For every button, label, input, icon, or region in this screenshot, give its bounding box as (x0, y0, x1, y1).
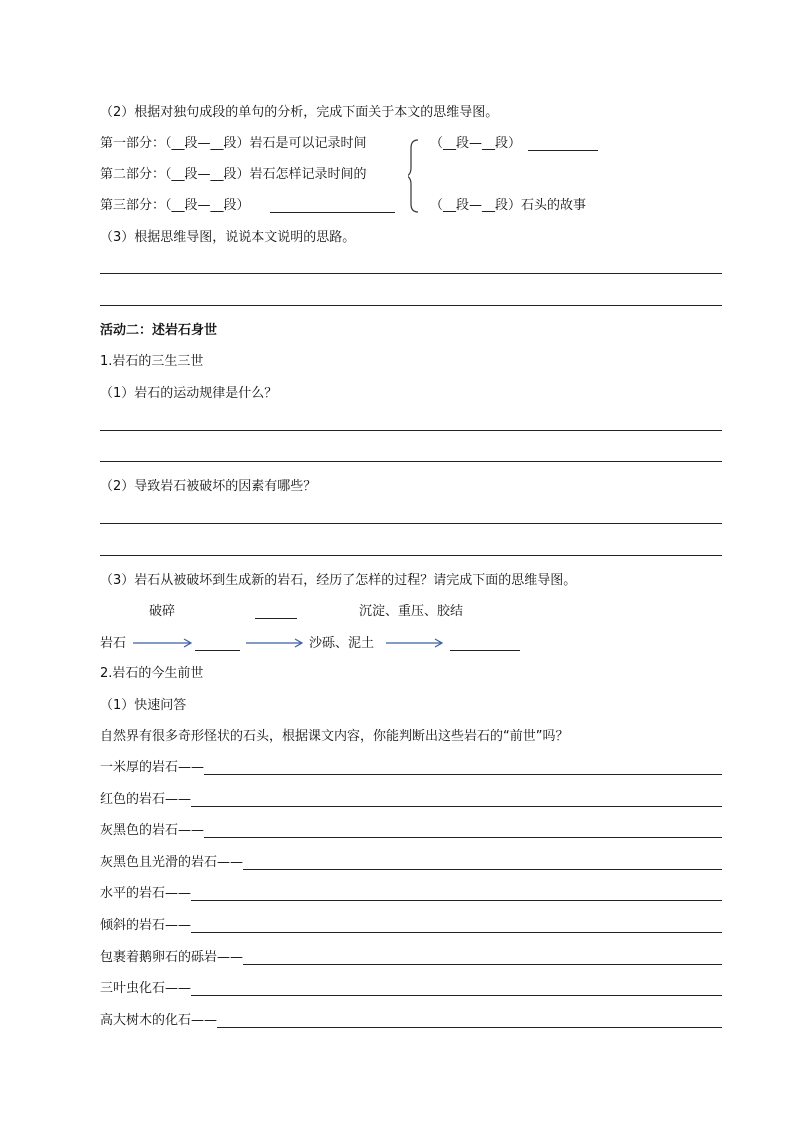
rock-item-label: 灰黑色且光滑的岩石—— (100, 855, 244, 870)
rock-item-answer-line[interactable] (243, 964, 722, 965)
rock-item-label: 红色的岩石—— (100, 792, 192, 807)
flow-start-rock: 岩石 (100, 636, 127, 651)
rock-item-label: 一米厚的岩石—— (100, 760, 205, 775)
rock-item-label: 水平的岩石—— (100, 886, 192, 901)
rock-item-answer-line[interactable] (191, 900, 722, 901)
answer-line[interactable] (100, 461, 722, 462)
activity2-title: 活动二：述岩石身世 (100, 323, 218, 338)
flow-gravel-mud: 沙砾、泥土 (309, 636, 375, 651)
rock-item-label: 包裹着鹅卵石的砾岩—— (100, 950, 244, 965)
part2-text: 第二部分：（__段—__段）岩石怎样记录时间的 (100, 167, 367, 182)
branch1-text: （__段—__段） (430, 136, 522, 151)
question-3-text: （3）根据思维导图，说说本文说明的思路。 (100, 230, 356, 245)
flow-blank-top[interactable] (255, 618, 297, 619)
rock-item-label: 高大树木的化石—— (100, 1013, 218, 1028)
arrow-right-icon (245, 636, 305, 650)
answer-line[interactable] (100, 305, 722, 306)
flow-blank-1[interactable] (195, 650, 240, 651)
answer-line[interactable] (100, 430, 722, 431)
rock-item-answer-line[interactable] (243, 869, 722, 870)
branch2-text: （__段—__段）石头的故事 (430, 198, 587, 213)
rock-item-answer-line[interactable] (204, 837, 722, 838)
act2-question-3: （3）岩石从被破坏到生成新的岩石，经历了怎样的过程？请完成下面的思维导图。 (100, 573, 577, 588)
rock-item-answer-line[interactable] (217, 1027, 722, 1028)
subsection2-title: 2.岩石的今生前世 (100, 666, 204, 681)
part1-text: 第一部分：（__段—__段）岩石是可以记录时间 (100, 136, 367, 151)
arrow-right-icon (132, 636, 194, 650)
rock-item-answer-line[interactable] (191, 995, 722, 996)
rock-item-answer-line[interactable] (204, 774, 722, 775)
mind-map-brace (408, 138, 424, 214)
rock-item-label: 倾斜的岩石—— (100, 918, 192, 933)
answer-line[interactable] (100, 523, 722, 524)
arrow-right-icon (385, 636, 445, 650)
question-2-text: （2）根据对独句成段的单句的分析，完成下面关于本文的思维导图。 (100, 105, 499, 120)
rock-item-label: 灰黑色的岩石—— (100, 823, 205, 838)
answer-line[interactable] (100, 555, 722, 556)
rock-item-answer-line[interactable] (191, 806, 722, 807)
rock-item-answer-line[interactable] (191, 932, 722, 933)
act2-question-2: （2）导致岩石被破坏的因素有哪些？ (100, 479, 317, 494)
rock-item-label: 三叶虫化石—— (100, 981, 192, 996)
subsection1-title: 1.岩石的三生三世 (100, 354, 204, 369)
flow-blank-2[interactable] (450, 650, 520, 651)
act2-question-1: （1）岩石的运动规律是什么？ (100, 386, 278, 401)
answer-line[interactable] (100, 273, 722, 274)
intro-text: 自然界有很多奇形怪状的石头，根据课文内容，你能判断出这些岩石的“前世”吗？ (100, 729, 569, 744)
part3-answer-line[interactable] (270, 212, 395, 213)
branch1-answer-line[interactable] (528, 150, 598, 151)
quick-qa-title: （1）快速问答 (100, 698, 187, 713)
flow-label-sediment: 沉淀、重压、胶结 (359, 604, 464, 619)
flow-label-broken: 破碎 (149, 604, 176, 619)
part3-text: 第三部分：（__段—__段） (100, 198, 250, 213)
